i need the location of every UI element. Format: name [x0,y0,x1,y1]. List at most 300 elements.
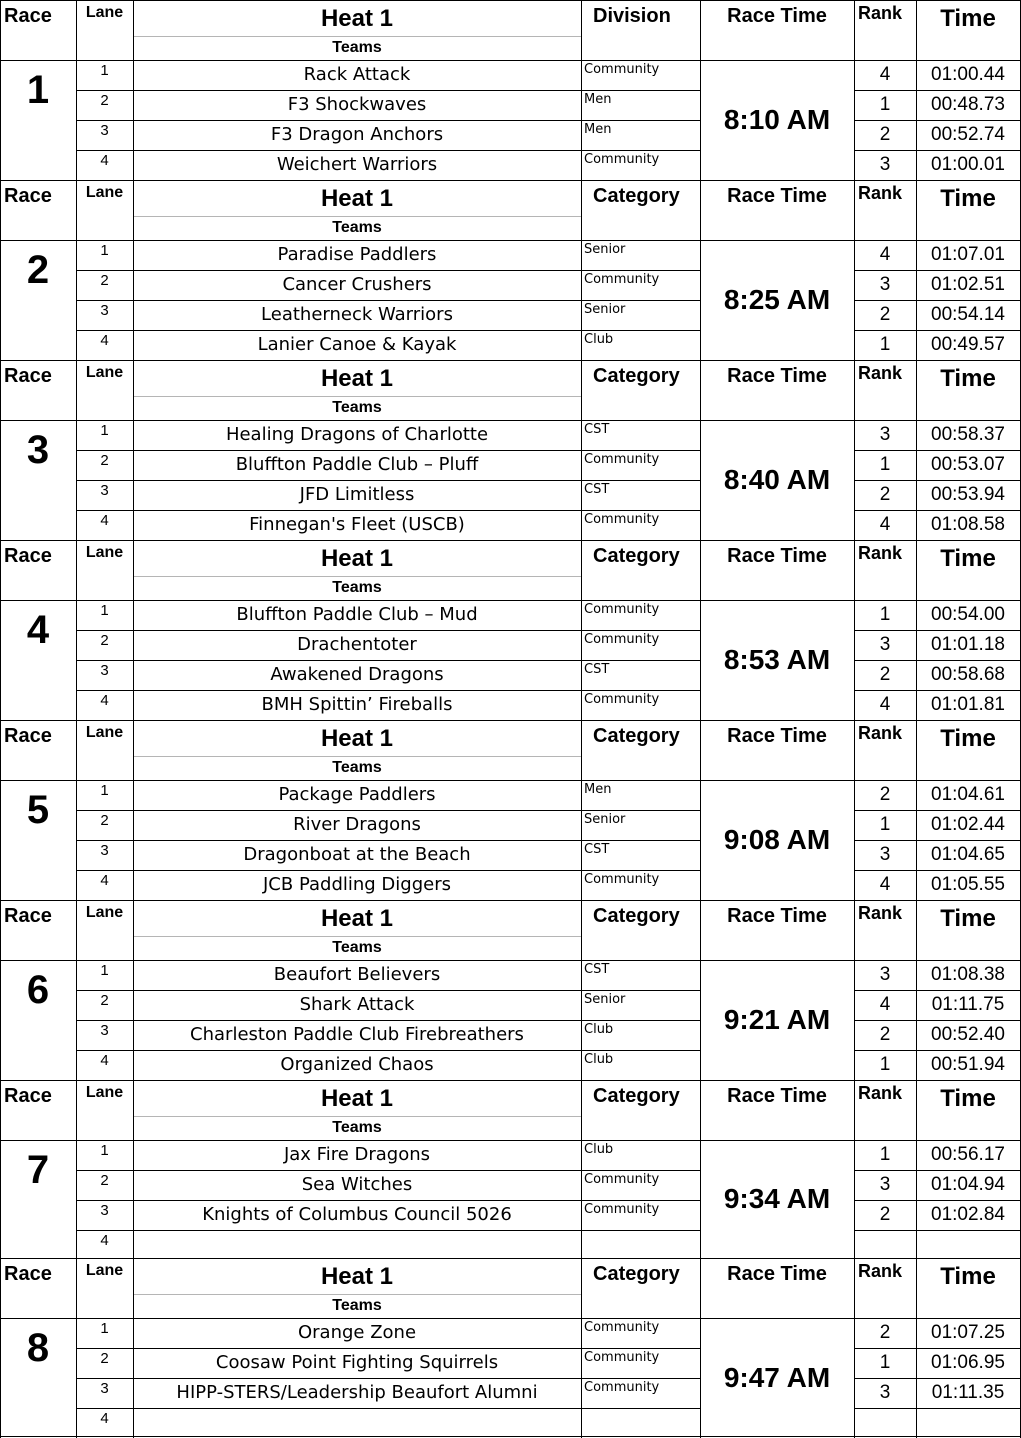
category-label: Community [584,1320,660,1335]
grid-line [76,1378,701,1379]
lane-header: Lane [85,184,124,201]
lane-header: Lane [85,544,124,561]
race-number: 2 [26,248,50,292]
team-name [133,1234,581,1256]
lane-number: 1 [100,1320,109,1337]
category-label: Club [584,1052,614,1067]
time-value: 00:53.07 [931,454,1005,475]
rank-value: 1 [879,604,891,625]
rank-value: 3 [879,1382,891,1403]
grid-line [0,540,1021,541]
grid-line [76,810,701,811]
category-header: Category [593,365,680,387]
grid-line [76,330,701,331]
time-value: 01:00.44 [931,64,1005,85]
grid-line [76,1170,701,1171]
rank-value: 1 [879,334,891,355]
time-value: 01:08.58 [931,514,1005,535]
category-label: Community [584,602,660,617]
grid-line [581,720,582,901]
team-name: JFD Limitless [299,484,415,505]
grid-line [76,1348,701,1349]
category-label: Club [584,332,614,347]
lane-number: 4 [100,1052,109,1069]
teams-header: Teams [332,219,382,236]
race-number: 5 [26,788,50,832]
grid-line [0,1080,1021,1081]
grid-line [581,540,582,721]
time-value: 01:02.51 [931,274,1005,295]
grid-line [76,1258,77,1438]
grid-line [0,960,1021,961]
time-value: 00:49.57 [931,334,1005,355]
rank-value: 4 [879,874,891,895]
team-name: Bluffton Paddle Club – Pluff [235,454,479,475]
category-header: Division [593,5,671,27]
heat-header: Heat 1 [320,1085,394,1112]
rank-value: 2 [879,484,891,505]
grid-line [0,360,1021,361]
heat-header: Heat 1 [320,1263,394,1290]
grid-line [700,180,701,361]
grid-line [76,660,701,661]
grid-line [0,1080,1,1259]
grid-line [0,1140,1021,1141]
rank-value: 4 [879,64,891,85]
rank-value: 1 [879,814,891,835]
time-header: Time [940,1085,996,1112]
rank-value [854,1234,916,1256]
race-number: 1 [26,68,50,112]
grid-line [854,630,1021,631]
grid-line [76,120,701,121]
grid-line [0,780,1021,781]
category-label: Senior [584,302,626,317]
lane-number: 4 [100,332,109,349]
time-header: Time [940,5,996,32]
grid-line [0,180,1,361]
rank-value: 2 [879,664,891,685]
team-name: F3 Dragon Anchors [270,124,444,145]
grid-line [581,180,582,361]
heat-header: Heat 1 [320,725,394,752]
lane-number: 3 [100,302,109,319]
team-name: BMH Spittin’ Fireballs [261,694,453,715]
grid-line [916,540,917,721]
category-label: Community [584,1350,660,1365]
category-header: Category [593,725,680,747]
grid-line [854,690,1021,691]
grid-line [854,1200,1021,1201]
race-time: 9:21 AM [723,1004,831,1035]
grid-line [700,0,701,181]
rank-value [854,1412,916,1434]
rank-value: 2 [879,784,891,805]
team-name: River Dragons [293,814,421,835]
grid-line [133,540,134,721]
grid-line [854,540,855,721]
category-label: Community [584,272,660,287]
team-name: Beaufort Believers [273,964,441,985]
rank-value: 2 [879,124,891,145]
category-label: CST [584,962,610,977]
category-label: Men [584,122,612,137]
race-time-header: Race Time [727,365,827,387]
grid-line [854,1050,1021,1051]
race-number: 6 [26,968,50,1012]
rank-value: 3 [879,274,891,295]
grid-line [0,720,1,901]
grid-line [76,270,701,271]
grid-line [76,510,701,511]
heat-header: Heat 1 [320,365,394,392]
race-number: 7 [26,1148,50,1192]
race-header: Race [4,1085,52,1107]
time-header: Time [940,365,996,392]
category-label: Senior [584,242,626,257]
rank-value: 1 [879,94,891,115]
grid-line [854,1348,1021,1349]
team-name: Lanier Canoe & Kayak [257,334,457,355]
time-value: 01:05.55 [931,874,1005,895]
rank-value: 1 [879,1144,891,1165]
lane-number: 3 [100,1022,109,1039]
grid-line [133,396,582,397]
race-time-header: Race Time [727,1263,827,1285]
category-label: CST [584,842,610,857]
grid-line [581,1258,582,1438]
rank-value: 3 [879,1174,891,1195]
team-name: Weichert Warriors [276,154,438,175]
rank-value: 3 [879,424,891,445]
team-name: Orange Zone [297,1322,417,1343]
rank-header: Rank [858,1261,903,1281]
rank-value: 2 [879,1204,891,1225]
lane-number: 1 [100,602,109,619]
grid-line [0,0,1,181]
grid-line [854,510,1021,511]
time-header: Time [940,905,996,932]
grid-line [700,1258,701,1438]
time-value: 01:07.01 [931,244,1005,265]
team-name: Finnegan's Fleet (USCB) [249,514,465,535]
time-value: 00:53.94 [931,484,1005,505]
grid-line [854,1020,1021,1021]
lane-number: 1 [100,962,109,979]
lane-header: Lane [85,904,124,921]
category-header: Category [593,1085,680,1107]
grid-line [854,1378,1021,1379]
grid-line [0,240,1021,241]
teams-header: Teams [332,39,382,56]
grid-line [0,540,1,721]
lane-header: Lane [85,1084,124,1101]
lane-number: 1 [100,62,109,79]
time-value: 00:52.40 [931,1024,1005,1045]
grid-line [854,840,1021,841]
teams-header: Teams [332,939,382,956]
grid-line [133,576,582,577]
grid-line [133,0,134,181]
category-label: Community [584,1380,660,1395]
grid-line [854,1408,1021,1409]
time-header: Time [940,185,996,212]
grid-line [854,1258,855,1438]
team-name: Cancer Crushers [282,274,432,295]
time-value: 00:58.68 [931,664,1005,685]
rank-header: Rank [858,3,903,23]
grid-line [76,480,701,481]
rank-value: 4 [879,514,891,535]
team-name: Awakened Dragons [270,664,444,685]
lane-number: 4 [100,872,109,889]
rank-header: Rank [858,543,903,563]
rank-header: Rank [858,1083,903,1103]
rank-value: 2 [879,304,891,325]
lane-number: 1 [100,422,109,439]
grid-line [133,36,582,37]
grid-line [76,0,77,181]
grid-line [854,300,1021,301]
time-value: 01:11.35 [931,1382,1005,1403]
grid-line [133,216,582,217]
grid-line [581,0,582,181]
lane-number: 2 [100,632,109,649]
grid-line [854,900,855,1081]
team-name: Package Paddlers [278,784,436,805]
heat-header: Heat 1 [320,905,394,932]
grid-line [76,150,701,151]
grid-line [133,1116,582,1117]
grid-line [700,540,701,721]
grid-line [0,60,1021,61]
grid-line [581,900,582,1081]
category-label: Community [584,512,660,527]
lane-number: 2 [100,272,109,289]
team-name: Shark Attack [299,994,415,1015]
race-time-header: Race Time [727,5,827,27]
grid-line [700,1080,701,1259]
grid-line [133,1258,134,1438]
grid-line [700,360,701,541]
grid-line [854,480,1021,481]
category-label: CST [584,662,610,677]
category-label: Club [584,1142,614,1157]
team-name [133,1412,581,1434]
rank-header: Rank [858,903,903,923]
grid-line [700,720,701,901]
teams-header: Teams [332,579,382,596]
grid-line [0,900,1021,901]
grid-line [76,1230,701,1231]
time-value: 01:04.94 [931,1174,1005,1195]
race-header: Race [4,1263,52,1285]
time-value: 00:56.17 [931,1144,1005,1165]
team-name: Organized Chaos [280,1054,434,1075]
grid-line [916,720,917,901]
grid-line [854,990,1021,991]
heat-header: Heat 1 [320,5,394,32]
time-value: 01:04.65 [931,844,1005,865]
lane-header: Lane [85,364,124,381]
grid-line [854,120,1021,121]
team-name: Coosaw Point Fighting Squirrels [215,1352,499,1373]
team-name: Drachentoter [297,634,417,655]
grid-line [0,1258,1,1438]
team-name: JCB Paddling Diggers [263,874,451,895]
time-value [916,1412,1020,1434]
team-name: Jax Fire Dragons [283,1144,431,1165]
time-value: 01:07.25 [931,1322,1005,1343]
lane-number: 3 [100,1202,109,1219]
race-number: 8 [26,1326,50,1370]
grid-line [700,900,701,1081]
grid-line [581,1080,582,1259]
rank-value: 2 [879,1024,891,1045]
grid-line [854,0,855,181]
team-name: Paradise Paddlers [277,244,437,265]
category-label: Community [584,632,660,647]
race-time: 9:34 AM [723,1183,831,1214]
rank-value: 4 [879,694,891,715]
grid-line [0,720,1021,721]
grid-line [916,900,917,1081]
lane-number: 2 [100,812,109,829]
grid-line [854,660,1021,661]
category-label: Community [584,872,660,887]
category-label: Men [584,92,612,107]
grid-line [133,900,134,1081]
rank-value: 1 [879,454,891,475]
race-time-header: Race Time [727,545,827,567]
grid-line [76,180,77,361]
lane-number: 3 [100,662,109,679]
rank-value: 3 [879,844,891,865]
rank-value: 2 [879,1322,891,1343]
grid-line [76,1050,701,1051]
grid-line [76,1200,701,1201]
lane-number: 2 [100,1172,109,1189]
race-header: Race [4,365,52,387]
grid-line [0,900,1,1081]
category-label: Community [584,62,660,77]
grid-line [916,1080,917,1259]
teams-header: Teams [332,399,382,416]
grid-line [854,270,1021,271]
race-header: Race [4,545,52,567]
grid-line [76,840,701,841]
time-value: 01:11.75 [931,994,1005,1015]
race-time: 9:47 AM [723,1362,831,1393]
grid-line [854,450,1021,451]
grid-line [76,1080,77,1259]
race-header: Race [4,185,52,207]
grid-line [854,870,1021,871]
rank-header: Rank [858,723,903,743]
grid-line [854,1230,1021,1231]
lane-number: 2 [100,92,109,109]
race-time: 8:25 AM [723,284,831,315]
category-header: Category [593,545,680,567]
rank-value: 1 [879,1352,891,1373]
team-name: F3 Shockwaves [287,94,427,115]
category-label: Club [584,1022,614,1037]
grid-line [76,720,77,901]
team-name: Leatherneck Warriors [261,304,453,325]
teams-header: Teams [332,1297,382,1314]
grid-line [76,990,701,991]
grid-line [854,330,1021,331]
lane-header: Lane [85,1262,124,1279]
time-value: 00:58.37 [931,424,1005,445]
rank-value: 1 [879,1054,891,1075]
lane-number: 1 [100,242,109,259]
rank-header: Rank [858,183,903,203]
rank-value: 3 [879,634,891,655]
category-label: Community [584,452,660,467]
race-header: Race [4,725,52,747]
grid-line [76,90,701,91]
grid-line [854,1080,855,1259]
grid-line [0,1258,1021,1259]
time-value: 00:51.94 [931,1054,1005,1075]
lane-number: 4 [100,1232,109,1249]
grid-line [76,450,701,451]
grid-line [133,1294,582,1295]
lane-number: 3 [100,1380,109,1397]
lane-number: 2 [100,452,109,469]
team-name: Knights of Columbus Council 5026 [202,1204,512,1225]
grid-line [76,900,77,1081]
teams-header: Teams [332,1119,382,1136]
team-name: Bluffton Paddle Club – Mud [236,604,478,625]
lane-number: 3 [100,122,109,139]
time-value: 01:04.61 [931,784,1005,805]
race-time-header: Race Time [727,1085,827,1107]
race-time-header: Race Time [727,725,827,747]
time-header: Time [940,1263,996,1290]
team-name: Charleston Paddle Club Firebreathers [190,1024,524,1045]
grid-line [916,360,917,541]
grid-line [133,756,582,757]
time-value: 00:48.73 [931,94,1005,115]
grid-line [0,1318,1021,1319]
lane-number: 4 [100,692,109,709]
team-name: Healing Dragons of Charlotte [225,424,489,445]
category-label: Community [584,1172,660,1187]
grid-line [854,90,1021,91]
lane-number: 4 [100,1410,109,1427]
grid-line [76,540,77,721]
rank-value: 3 [879,964,891,985]
teams-header: Teams [332,759,382,776]
race-time-header: Race Time [727,905,827,927]
grid-line [133,1080,134,1259]
time-value: 01:02.44 [931,814,1005,835]
time-value: 01:01.81 [931,694,1005,715]
grid-line [854,150,1021,151]
rank-value: 4 [879,994,891,1015]
time-header: Time [940,545,996,572]
time-value: 00:52.74 [931,124,1005,145]
race-time: 8:53 AM [723,644,831,675]
time-value: 01:08.38 [931,964,1005,985]
time-value [916,1234,1020,1256]
grid-line [854,810,1021,811]
race-header: Race [4,905,52,927]
lane-header: Lane [85,724,124,741]
race-number: 4 [26,608,50,652]
